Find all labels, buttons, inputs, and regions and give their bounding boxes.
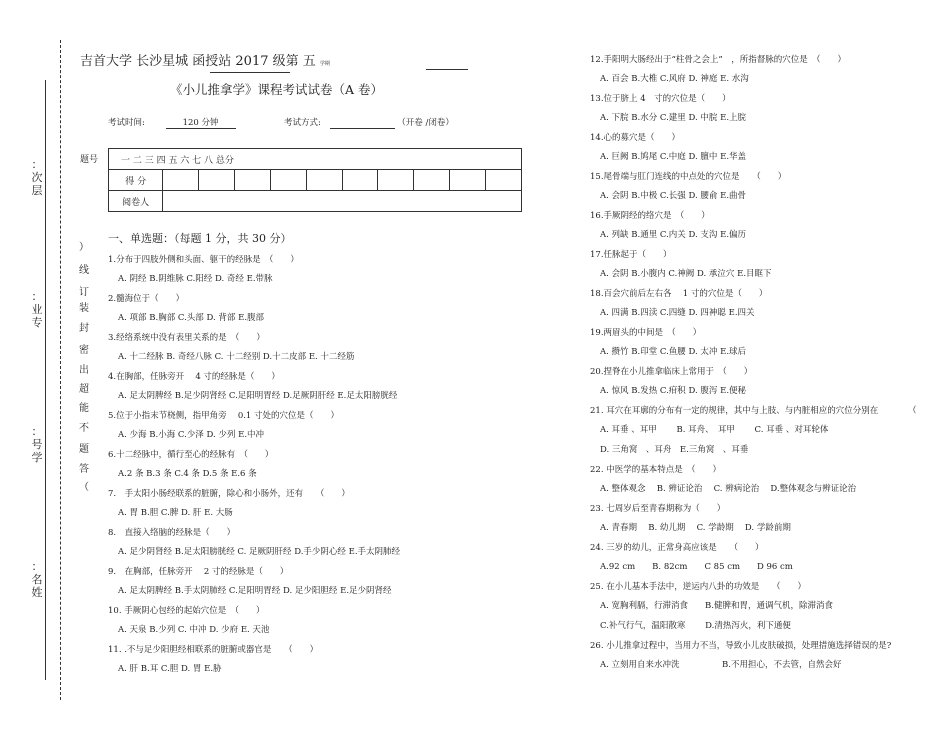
question-text: 6.十二经脉中，循行至心的经脉有 （ ）: [108, 450, 274, 460]
binding-char: （: [79, 482, 89, 493]
question-options: A. 阴经 B.阴维脉 C.阳经 D. 奇经 E.带脉: [118, 274, 273, 284]
question-text: 7. 手太阳小肠经联系的脏腑，除心和小肠外，还有 （ ）: [108, 489, 350, 499]
score-cell[interactable]: [163, 170, 199, 191]
score-cell[interactable]: [199, 170, 235, 191]
question-text: 9. 在胸部，任脉旁开 2 寸的经脉是（ ）: [108, 567, 289, 577]
name-label: ：名姓: [31, 560, 43, 599]
binding-char: 能: [79, 403, 89, 414]
question-options: A. 攒竹 B.印堂 C.鱼腰 D. 太冲 E.球后: [600, 347, 747, 357]
question-text: 14.心的募穴是（ ）: [590, 133, 681, 143]
question-options: A. 宽胸利膈，行滞消食 B.健脾和胃，通调气机，除滞消食: [600, 601, 833, 611]
grader-label-cell: 阅卷人: [109, 191, 163, 212]
question-options: A. 列缺 B.通里 C.内关 D. 支沟 E.偏历: [600, 230, 747, 240]
question-options: A. 项部 B.胸部 C.头部 D. 背部 E.腹部: [118, 313, 265, 323]
mode-blank: [330, 118, 395, 129]
question-options: A. 足少阴肾经 B.足太阳膀胱经 C. 足厥阴肝经 D.手少阴心经 E.手太阴肺经: [118, 547, 401, 557]
mode-options: （开卷 /闭卷）: [397, 118, 454, 128]
score-row-label: 题号: [80, 155, 99, 165]
question-text: 18.百会穴前后左右各 1 寸的穴位是（ ）: [590, 289, 768, 299]
question-options: C.补气行气，温阳散寒 D.清热泻火，利下通便: [600, 621, 791, 631]
binding-line-inner: [45, 80, 46, 680]
question-options: A. 会阴 B.小腹内 C.神阙 D. 承泣穴 E.目眶下: [600, 269, 772, 279]
question-text: 2.髓海位于（ ）: [108, 294, 185, 304]
score-cell[interactable]: [270, 170, 306, 191]
question-text: 1.分布于四肢外侧和头面、躯干的经脉是 （ ）: [108, 255, 299, 265]
score-cell[interactable]: [486, 170, 522, 191]
grader-cell[interactable]: [163, 191, 522, 212]
score-cell[interactable]: [342, 170, 378, 191]
question-options: A. 四满 B.四渎 C.四缝 D. 四神聪 E.四关: [600, 308, 755, 318]
question-text: 8. 直接入络脑的经脉是（ ）: [108, 528, 236, 538]
question-text: 11. .不与足少阳胆经相联系的脏腑或器官是 （ ）: [108, 645, 319, 655]
question-options: A. 整体观念 B. 辨证论治 C. 辨病论治 D.整体观念与辨证论治: [600, 484, 857, 494]
question-options: D. 三角窝 、耳舟 E.三角窝 、耳垂: [600, 445, 749, 455]
question-options: A. 足太阴脾经 B.手太阴肺经 C.足阳明胃经 D. 足少阳胆经 E.足少阴肾经: [118, 586, 392, 596]
score-cell[interactable]: [235, 170, 271, 191]
question-text: 10. 手厥阴心包经的起始穴位是 （ ）: [108, 606, 265, 616]
binding-char: 订: [79, 287, 89, 298]
question-options: A. 天泉 B.少列 C. 中冲 D. 少府 E. 天池: [118, 625, 270, 635]
binding-char: 装: [79, 303, 89, 314]
question-text: 5.位于小指末节桡侧，指甲角旁 0.1 寸处的穴位是（ ）: [108, 411, 340, 421]
header-underline-1: [210, 72, 290, 73]
question-text: 20.捏脊在小儿推拿临床上常用于 （ ）: [590, 367, 753, 377]
exam-mode-row: [284, 116, 454, 129]
question-text: 16.手厥阴经的络穴是 （ ）: [590, 211, 710, 221]
header-underline-2: [426, 69, 468, 70]
question-text: 3.经络系统中没有表里关系的是 （ ）: [108, 333, 265, 343]
question-text: 21. 耳穴在耳廓的分布有一定的规律，其中与上肢、与内脏相应的穴位分别在 （: [590, 406, 917, 416]
question-options: A. 立刻用自来水冲洗 B.不用担心，不去管，自然会好: [600, 660, 842, 670]
score-table: [108, 148, 522, 212]
question-text: 26. 小儿推拿过程中，当用力不当，导致小儿皮肤破损，处理措施选择错误的是?: [590, 641, 892, 651]
question-options: A. 十二经脉 B. 奇经八脉 C. 十二经别 D.十二皮部 E. 十二经筋: [118, 352, 355, 362]
question-options: A. 胃 B.胆 C.脾 D. 肝 E. 大肠: [118, 508, 233, 518]
class-label: ：次层: [31, 158, 43, 197]
school-line: [80, 50, 330, 69]
question-text: 22. 中医学的基本特点是 （ ）: [590, 465, 721, 475]
question-options: A. 惊风 B.发热 C.疳积 D. 腹泻 E.便秘: [600, 386, 747, 396]
question-options: A. 下脘 B.水分 C.建里 D. 中脘 E.上脘: [600, 113, 747, 123]
question-text: 15.尾骨端与肛门连线的中点处的穴位是 （ ）: [590, 172, 787, 182]
mode-label: 考试方式:: [284, 118, 321, 128]
binding-line-outer: [60, 40, 61, 700]
exam-time-row: [108, 116, 236, 129]
score-header-cell: 一 二 三 四 五 六 七 八 总分: [109, 149, 522, 170]
question-options: A.2 条 B.3 条 C.4 条 D.5 条 E.6 条: [118, 469, 257, 479]
term-suffix: 学期: [319, 61, 330, 67]
question-options: A. 会阴 B.中极 C.长强 D. 腰俞 E.曲骨: [600, 191, 747, 201]
binding-char: 出: [79, 365, 89, 376]
question-options: A. 足太阴脾经 B.足少阴肾经 C.足阳明胃经 D.足厥阴肝经 E.足太阳膀胱经: [118, 391, 398, 401]
score-cell[interactable]: [414, 170, 450, 191]
binding-char: 密: [79, 345, 89, 356]
question-options: A. 肝 B.耳 C.胆 D. 胃 E.胁: [118, 664, 222, 674]
time-label: 考试时间:: [108, 118, 145, 128]
question-text: 17.任脉起于（ ）: [590, 250, 672, 260]
exam-title: 《小儿推拿学》课程考试试卷（A 卷）: [170, 82, 384, 97]
question-text: 13.位于脐上 4 寸的穴位是（ ）: [590, 94, 731, 104]
binding-char: 线: [79, 265, 89, 276]
question-options: A.92 cm B. 82cm C 85 cm D 96 cm: [600, 562, 793, 572]
section-title: 一、单选题：（每题 1 分，共 30 分）: [108, 232, 292, 245]
binding-char: ）: [79, 242, 89, 253]
question-options: A. 巨阙 B.鸠尾 C.中庭 D. 膻中 E.华盖: [600, 152, 747, 162]
major-label: ：业专: [31, 290, 43, 329]
binding-char: 答: [79, 464, 89, 475]
score-cell[interactable]: [450, 170, 486, 191]
binding-char: 题: [79, 444, 89, 455]
question-options: A. 少海 B.小海 C.少泽 D. 少列 E.中冲: [118, 430, 265, 440]
binding-char: 超: [79, 384, 89, 395]
school-info: 吉首大学 长沙星城 函授站 2017 级第 五: [80, 54, 316, 69]
question-options: A. 百会 B.大椎 C.风府 D. 神庭 E. 水沟: [600, 74, 749, 84]
question-options: A. 青春期 B. 幼儿期 C. 学龄期 D. 学龄前期: [600, 523, 791, 533]
question-text: 23. 七周岁后至青春期称为（ ）: [590, 504, 726, 514]
score-label-cell: 得 分: [109, 170, 163, 191]
question-text: 4.在胸部，任脉旁开 4 寸的经脉是（ ）: [108, 372, 280, 382]
question-text: 12.手阳明大肠经出于“柱骨之会上” ，所指督脉的穴位是 （ ）: [590, 55, 846, 65]
student-number-label: ：号学: [31, 425, 43, 464]
question-text: 25. 在小儿基本手法中，逆运内八卦的功效是 （ ）: [590, 582, 806, 592]
score-cell[interactable]: [306, 170, 342, 191]
question-text: 24. 三岁的幼儿，正常身高应该是 （ ）: [590, 543, 764, 553]
question-options: A. 耳垂 、耳甲 B. 耳舟、 耳甲 C. 耳垂 、对耳轮体: [600, 425, 829, 435]
binding-char: 不: [79, 423, 89, 434]
score-cell[interactable]: [378, 170, 414, 191]
binding-char: 封: [79, 323, 89, 334]
time-value: 120 分钟: [166, 116, 236, 129]
question-text: 19.两眉头的中间是 （ ）: [590, 328, 702, 338]
